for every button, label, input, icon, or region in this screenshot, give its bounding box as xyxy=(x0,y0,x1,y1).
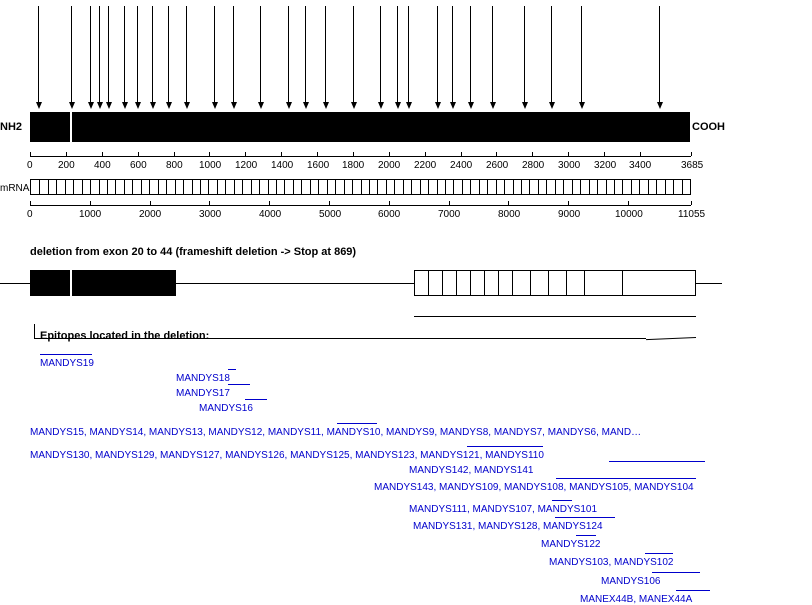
epitope-label[interactable]: MANDYS106 xyxy=(601,576,661,587)
epitope-underline xyxy=(467,446,543,447)
gene-exon-boundary xyxy=(622,271,623,295)
epitope-underline xyxy=(40,354,92,355)
mutation-arrow-shaft xyxy=(186,6,187,105)
epitope-label[interactable]: MANDYS122 xyxy=(541,539,601,550)
mutation-arrow-head xyxy=(490,102,496,109)
protein-axis-tick xyxy=(532,152,533,156)
mrna-axis-tick xyxy=(389,201,390,205)
protein-axis-tick-label: 3000 xyxy=(558,160,581,171)
epitope-underline xyxy=(556,478,696,479)
protein-axis-tick xyxy=(353,152,354,156)
mrna-axis-tick xyxy=(150,201,151,205)
mrna-exon-boundary xyxy=(318,180,319,194)
mutation-arrow-head xyxy=(135,102,141,109)
gene-exon-boundary xyxy=(548,271,549,295)
gene-exon-block-2 xyxy=(72,270,176,296)
protein-axis-tick xyxy=(209,152,210,156)
epitope-label[interactable]: MANDYS130, MANDYS129, MANDYS127, MANDYS126, MANDYS125, MANDYS123, MANDYS121, MANDYS110 xyxy=(30,450,544,461)
deletion-brace-left-upper xyxy=(34,324,35,338)
mrna-exon-boundary xyxy=(394,180,395,194)
mrna-axis-tick-label: 5000 xyxy=(319,209,342,220)
mutation-arrow-shaft xyxy=(408,6,409,105)
epitope-underline xyxy=(576,535,596,536)
protein-axis-tick-label: 1600 xyxy=(307,160,330,171)
mutation-arrow-head xyxy=(323,102,329,109)
mrna-exon-boundary xyxy=(580,180,581,194)
mrna-exon-boundary xyxy=(361,180,362,194)
mutation-arrow-head xyxy=(258,102,264,109)
mrna-exon-boundary xyxy=(48,180,49,194)
mrna-exon-boundary xyxy=(251,180,252,194)
mrna-exon-boundary xyxy=(606,180,607,194)
mutation-arrow-head xyxy=(97,102,103,109)
protein-axis-tick-label: 1800 xyxy=(342,160,365,171)
mrna-exon-boundary xyxy=(149,180,150,194)
mrna-exon-boundary xyxy=(284,180,285,194)
epitope-underline xyxy=(337,423,377,424)
mrna-exon-boundary xyxy=(268,180,269,194)
protein-axis-tick xyxy=(174,152,175,156)
protein-bar xyxy=(30,112,690,142)
mutation-arrow-shaft xyxy=(492,6,493,105)
mrna-exon-boundary xyxy=(555,180,556,194)
mutation-arrow-shaft xyxy=(260,6,261,105)
mrna-exon-boundary xyxy=(132,180,133,194)
protein-axis-tick xyxy=(496,152,497,156)
protein-axis-tick-label: 1000 xyxy=(199,160,222,171)
mrna-exon-boundary xyxy=(673,180,674,194)
mrna-exon-boundary xyxy=(428,180,429,194)
epitope-underline xyxy=(555,517,615,518)
mutation-arrow-shaft xyxy=(437,6,438,105)
mutation-arrow-head xyxy=(69,102,75,109)
protein-axis-tick xyxy=(691,152,692,156)
mrna-exon-boundary xyxy=(546,180,547,194)
mutation-arrow-head xyxy=(36,102,42,109)
mrna-exon-boundary xyxy=(538,180,539,194)
epitopes-title: Epitopes located in the deletion: xyxy=(40,330,210,342)
mutation-arrow-shaft xyxy=(233,6,234,105)
mrna-exon-boundary xyxy=(403,180,404,194)
mutation-arrow-shaft xyxy=(99,6,100,105)
protein-axis-tick xyxy=(604,152,605,156)
mrna-exon-boundary xyxy=(411,180,412,194)
mrna-exon-boundary xyxy=(504,180,505,194)
protein-axis-tick xyxy=(461,152,462,156)
mutation-arrow-head xyxy=(435,102,441,109)
mrna-exon-boundary xyxy=(82,180,83,194)
mrna-exon-boundary xyxy=(648,180,649,194)
mutation-arrow-shaft xyxy=(397,6,398,105)
mutation-arrow-head xyxy=(522,102,528,109)
mrna-axis-tick xyxy=(449,201,450,205)
epitope-underline xyxy=(245,399,267,400)
protein-bar-nick xyxy=(70,112,72,142)
protein-axis-tick-label: 2400 xyxy=(450,160,473,171)
protein-axis-tick-label: 200 xyxy=(58,160,75,171)
mrna-exon-boundary xyxy=(572,180,573,194)
mrna-exon-boundary xyxy=(656,180,657,194)
protein-axis-tick-label: 600 xyxy=(130,160,147,171)
mrna-exon-boundary xyxy=(377,180,378,194)
mrna-exon-boundary xyxy=(183,180,184,194)
protein-axis-tick xyxy=(30,152,31,156)
epitope-label[interactable]: MANDYS111, MANDYS107, MANDYS101 xyxy=(409,504,598,515)
protein-c-terminus-label: COOH xyxy=(692,121,725,133)
mrna-exon-boundary xyxy=(335,180,336,194)
mrna-exon-boundary xyxy=(420,180,421,194)
epitope-label[interactable]: MANDYS18 xyxy=(176,373,230,384)
mrna-exon-boundary xyxy=(242,180,243,194)
mutation-arrow-shaft xyxy=(551,6,552,105)
mrna-exon-boundary xyxy=(107,180,108,194)
mutation-arrow-head xyxy=(150,102,156,109)
protein-axis-tick xyxy=(425,152,426,156)
mrna-exon-boundary xyxy=(200,180,201,194)
protein-axis-tick-label: 2800 xyxy=(522,160,545,171)
mrna-axis-tick xyxy=(90,201,91,205)
mutation-arrow-head xyxy=(657,102,663,109)
mutation-arrow-shaft xyxy=(214,6,215,105)
protein-axis-tick-label: 3685 xyxy=(681,160,704,171)
mutation-arrow-shaft xyxy=(137,6,138,105)
mrna-axis-tick xyxy=(269,201,270,205)
mutation-arrow-shaft xyxy=(71,6,72,105)
mutation-arrow-shaft xyxy=(581,6,582,105)
protein-axis-tick-label: 800 xyxy=(166,160,183,171)
mutation-arrow-shaft xyxy=(288,6,289,105)
protein-axis-line xyxy=(30,156,691,157)
mrna-exon-boundary xyxy=(310,180,311,194)
mutation-arrow-head xyxy=(286,102,292,109)
gene-exon-boundary xyxy=(484,271,485,295)
epitope-label[interactable]: MANDYS131, MANDYS128, MANDYS124 xyxy=(413,521,603,532)
mrna-exon-boundary xyxy=(115,180,116,194)
mrna-exon-boundary xyxy=(631,180,632,194)
mutation-arrow-shaft xyxy=(152,6,153,105)
mrna-exon-boundary xyxy=(158,180,159,194)
mrna-exon-boundary xyxy=(665,180,666,194)
mrna-axis-tick-label: 4000 xyxy=(259,209,282,220)
mutation-arrow-shaft xyxy=(452,6,453,105)
gene-intron-deletion xyxy=(176,283,414,284)
epitope-label[interactable]: MANDYS103, MANDYS102 xyxy=(549,557,674,568)
protein-axis-tick-label: 0 xyxy=(27,160,33,171)
mrna-exon-boundary xyxy=(217,180,218,194)
protein-n-terminus-label: NH2 xyxy=(0,121,23,133)
mrna-axis-tick-label: 6000 xyxy=(378,209,401,220)
mutation-arrow-shaft xyxy=(325,6,326,105)
mutation-arrow-shaft xyxy=(108,6,109,105)
mutation-arrow-head xyxy=(406,102,412,109)
mrna-exon-boundary xyxy=(563,180,564,194)
mutation-arrow-head xyxy=(450,102,456,109)
epitope-underline xyxy=(552,500,572,501)
mrna-axis-tick xyxy=(568,201,569,205)
epitope-underline xyxy=(228,384,250,385)
protein-axis-tick xyxy=(102,152,103,156)
mutation-arrow-head xyxy=(395,102,401,109)
epitope-label[interactable]: MANDYS16 xyxy=(199,403,253,414)
mrna-axis-tick xyxy=(508,201,509,205)
mrna-axis-tick-label: 3000 xyxy=(199,209,222,220)
mrna-exon-boundary xyxy=(437,180,438,194)
mrna-axis-tick-label: 7000 xyxy=(438,209,461,220)
mutation-arrow-shaft xyxy=(124,6,125,105)
protein-axis-tick-label: 1400 xyxy=(271,160,294,171)
mrna-exon-boundary xyxy=(614,180,615,194)
mrna-exon-boundary xyxy=(445,180,446,194)
protein-axis-tick-label: 3200 xyxy=(594,160,617,171)
mrna-exon-boundary xyxy=(487,180,488,194)
deletion-title: deletion from exon 20 to 44 (frameshift deletion -> Stop at 869) xyxy=(30,246,357,258)
mrna-exon-boundary xyxy=(175,180,176,194)
mrna-exon-boundary xyxy=(386,180,387,194)
protein-axis-tick xyxy=(245,152,246,156)
mrna-exon-boundary xyxy=(513,180,514,194)
mrna-exon-boundary xyxy=(521,180,522,194)
mrna-axis-tick xyxy=(209,201,210,205)
mrna-axis-tick-label: 8000 xyxy=(498,209,521,220)
mrna-exon-boundary xyxy=(192,180,193,194)
mrna-exon-boundary xyxy=(529,180,530,194)
gene-exon-block-1 xyxy=(30,270,70,296)
gene-exon-boundary xyxy=(442,271,443,295)
mrna-exon-boundary xyxy=(462,180,463,194)
mutation-arrow-head xyxy=(106,102,112,109)
mutation-arrow-shaft xyxy=(38,6,39,105)
mutation-arrow-head xyxy=(579,102,585,109)
mrna-exon-boundary xyxy=(65,180,66,194)
mutation-arrow-shaft xyxy=(524,6,525,105)
epitope-label[interactable]: MANEX44B, MANEX44A xyxy=(580,594,693,605)
mutation-arrow-head xyxy=(303,102,309,109)
mutation-arrow-head xyxy=(88,102,94,109)
epitope-label[interactable]: MANDYS143, MANDYS109, MANDYS108, MANDYS105, MANDYS104 xyxy=(374,482,694,493)
protein-axis-tick xyxy=(640,152,641,156)
protein-axis-tick-label: 2000 xyxy=(378,160,401,171)
mutation-arrow-head xyxy=(231,102,237,109)
mutation-arrow-shaft xyxy=(380,6,381,105)
mrna-exon-boundary xyxy=(453,180,454,194)
gene-exon-boundary xyxy=(566,271,567,295)
protein-axis-tick-label: 1200 xyxy=(235,160,258,171)
mrna-axis-tick xyxy=(628,201,629,205)
mutation-arrow-head xyxy=(166,102,172,109)
mrna-exon-boundary xyxy=(639,180,640,194)
mrna-axis-tick xyxy=(30,201,31,205)
mutation-arrow-head xyxy=(212,102,218,109)
epitope-underline xyxy=(652,572,700,573)
protein-axis-tick xyxy=(389,152,390,156)
epitope-underline xyxy=(645,553,673,554)
epitope-label[interactable]: MANDYS15, MANDYS14, MANDYS13, MANDYS12, MANDYS11, MANDYS10, MANDYS9, MANDYS8, MANDYS7, MANDYS6, MAND… xyxy=(30,427,642,438)
epitope-label[interactable]: MANDYS17 xyxy=(176,388,230,399)
mrna-exon-boundary xyxy=(327,180,328,194)
mrna-exon-boundary xyxy=(99,180,100,194)
mrna-axis-tick xyxy=(329,201,330,205)
mrna-exon-boundary xyxy=(293,180,294,194)
mrna-exon-boundary xyxy=(90,180,91,194)
mrna-exon-boundary xyxy=(682,180,683,194)
mutation-arrow-head xyxy=(468,102,474,109)
gene-exon-boundary xyxy=(470,271,471,295)
gene-intron-right xyxy=(696,283,722,284)
protein-axis-tick-label: 3400 xyxy=(629,160,652,171)
mutation-arrow-shaft xyxy=(470,6,471,105)
epitope-label[interactable]: MANDYS19 xyxy=(40,358,94,369)
protein-axis-tick xyxy=(317,152,318,156)
mrna-exon-boundary xyxy=(39,180,40,194)
gene-exon-boundary xyxy=(584,271,585,295)
deletion-brace-right xyxy=(414,316,696,317)
mrna-axis-tick-label: 10000 xyxy=(615,209,643,220)
mrna-exon-boundary xyxy=(479,180,480,194)
mrna-exon-boundary xyxy=(470,180,471,194)
gene-intron-left xyxy=(0,283,30,284)
mrna-axis-tick-label: 2000 xyxy=(139,209,162,220)
mrna-exon-boundary xyxy=(301,180,302,194)
mutation-arrow-shaft xyxy=(90,6,91,105)
mutation-arrow-shaft xyxy=(353,6,354,105)
gene-exon-boundary xyxy=(456,271,457,295)
mutation-arrow-head xyxy=(378,102,384,109)
mutation-arrow-shaft xyxy=(168,6,169,105)
gene-exon-boundary xyxy=(530,271,531,295)
mrna-exon-boundary xyxy=(496,180,497,194)
mrna-exon-boundary xyxy=(225,180,226,194)
mrna-axis-tick-label: 9000 xyxy=(558,209,581,220)
mrna-exon-boundary xyxy=(259,180,260,194)
mrna-label: mRNA xyxy=(0,183,30,194)
mrna-exon-boundary xyxy=(73,180,74,194)
mrna-axis-tick-label: 1000 xyxy=(79,209,102,220)
mrna-exon-boundary xyxy=(369,180,370,194)
mutation-arrow-shaft xyxy=(305,6,306,105)
mutation-arrow-head xyxy=(122,102,128,109)
protein-axis-tick-label: 2200 xyxy=(414,160,437,171)
epitope-label[interactable]: MANDYS142, MANDYS141 xyxy=(409,465,534,476)
mutation-arrow-head xyxy=(549,102,555,109)
protein-axis-tick xyxy=(281,152,282,156)
gene-exon-boundary xyxy=(512,271,513,295)
gene-exon-boundary xyxy=(498,271,499,295)
protein-axis-tick-label: 2600 xyxy=(486,160,509,171)
mrna-exon-boundary xyxy=(234,180,235,194)
mrna-exon-boundary xyxy=(589,180,590,194)
protein-axis-tick xyxy=(138,152,139,156)
epitope-underline xyxy=(228,369,236,370)
mrna-exon-boundary xyxy=(352,180,353,194)
epitope-underline xyxy=(609,461,705,462)
epitope-underline xyxy=(676,590,710,591)
gene-exon-boundary xyxy=(428,271,429,295)
mutation-arrow-head xyxy=(351,102,357,109)
mrna-exon-boundary xyxy=(56,180,57,194)
mrna-exon-boundary xyxy=(344,180,345,194)
mrna-exon-boundary xyxy=(208,180,209,194)
mrna-exon-boundary xyxy=(166,180,167,194)
mrna-axis-tick xyxy=(691,201,692,205)
mrna-exon-boundary xyxy=(622,180,623,194)
protein-axis-tick-label: 400 xyxy=(94,160,111,171)
mrna-exon-boundary xyxy=(276,180,277,194)
mrna-exon-boundary xyxy=(597,180,598,194)
mrna-axis-line xyxy=(30,205,691,206)
mrna-axis-tick-label: 11055 xyxy=(678,209,706,220)
mrna-exon-boundary xyxy=(141,180,142,194)
mrna-exon-boundary xyxy=(124,180,125,194)
protein-axis-tick xyxy=(568,152,569,156)
protein-axis-tick xyxy=(66,152,67,156)
mutation-arrow-head xyxy=(184,102,190,109)
mutation-arrow-shaft xyxy=(659,6,660,105)
mrna-axis-tick-label: 0 xyxy=(27,209,33,220)
